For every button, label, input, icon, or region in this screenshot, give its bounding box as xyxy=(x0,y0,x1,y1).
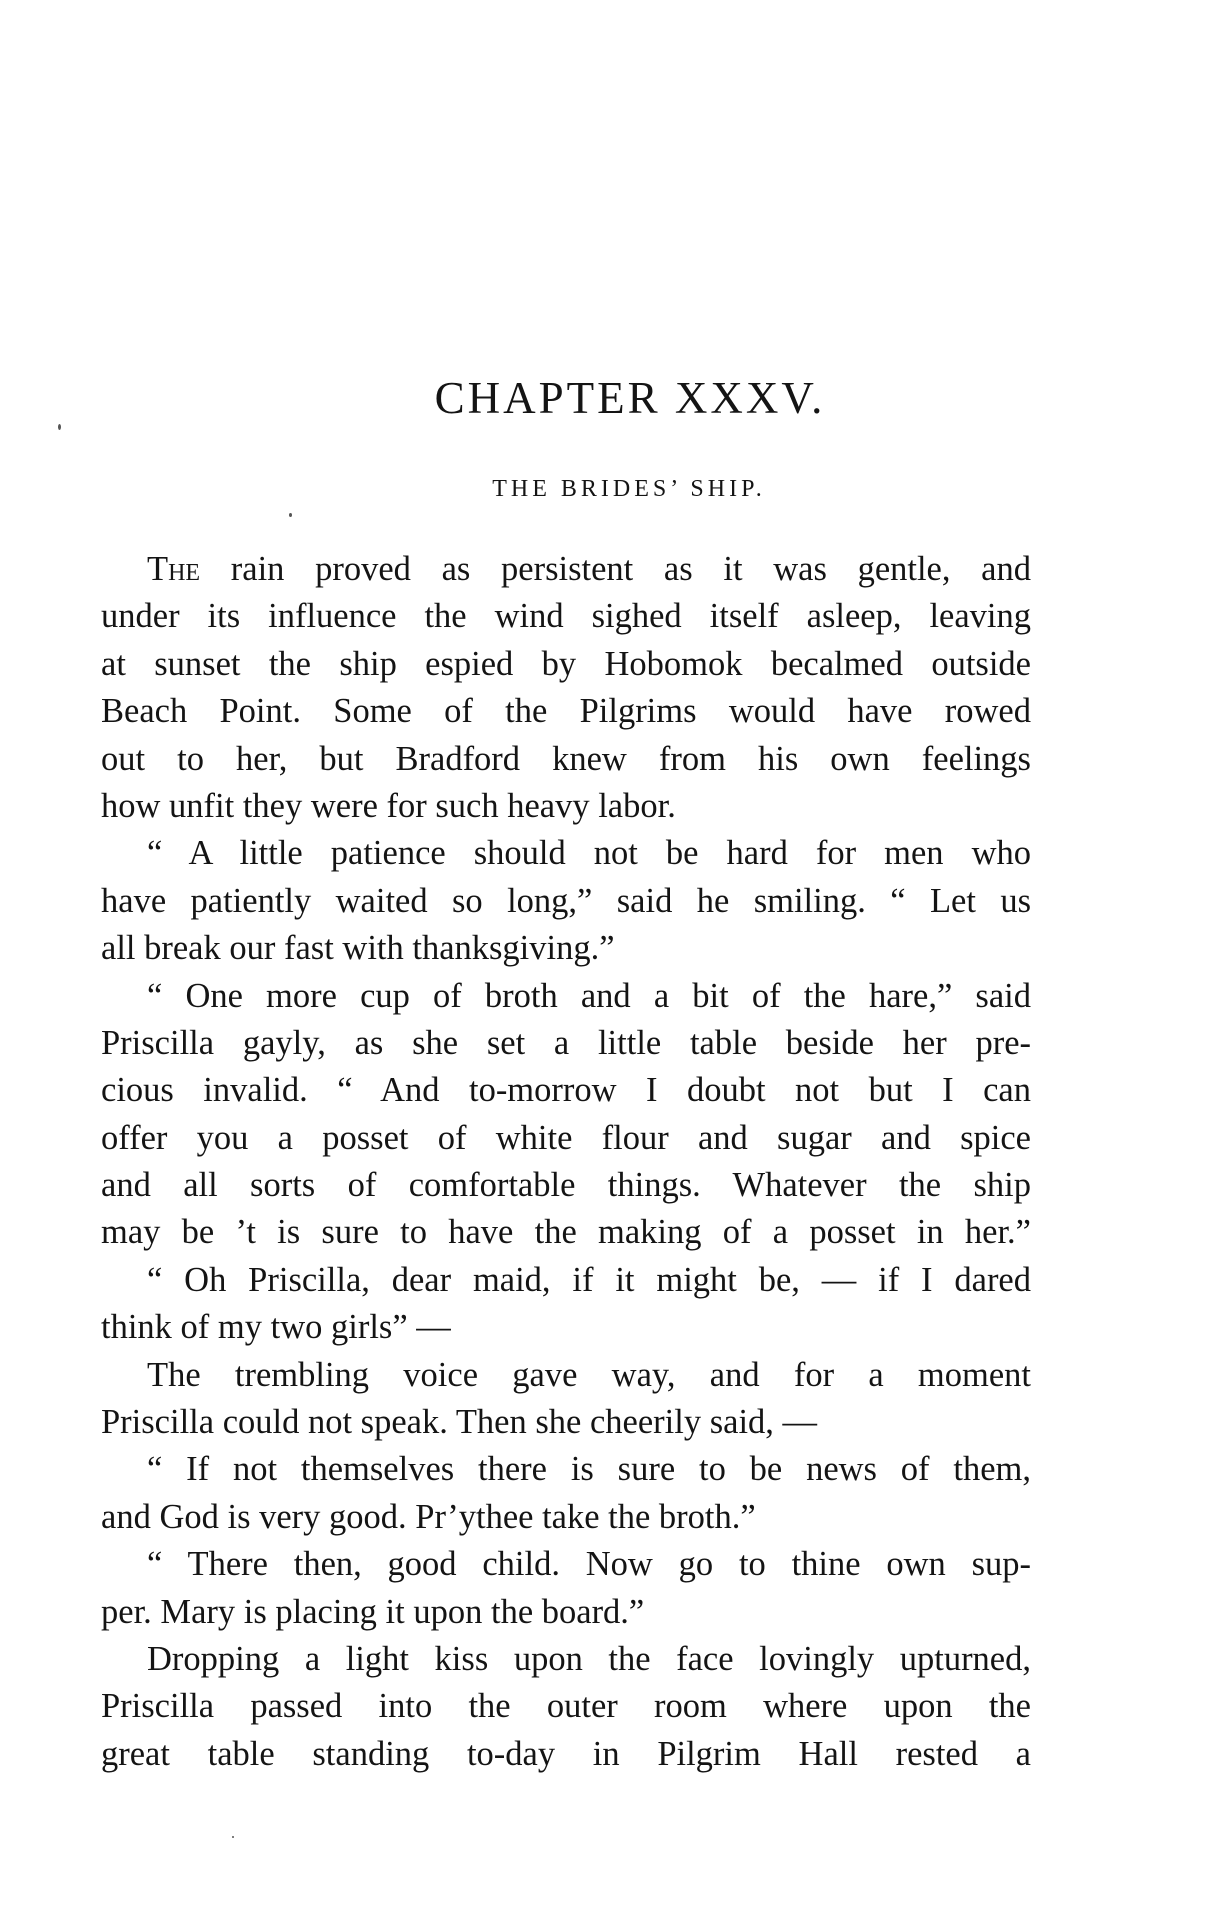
text-line: offer you a posset of white flour and sugar and spice xyxy=(101,1118,1031,1157)
chapter-heading: CHAPTER XXXV. xyxy=(434,373,826,423)
text-line: cious invalid. “ And to-morrow I doubt not but I can xyxy=(101,1071,1031,1110)
text-line: out to her, but Bradford knew from his own feelings xyxy=(101,739,1031,778)
text-line: “ A little patience should not be hard for men who xyxy=(147,834,1031,873)
print-speck xyxy=(232,1836,234,1838)
chapter-body xyxy=(101,546,1031,1778)
print-speck xyxy=(289,513,292,517)
text-line: have patiently waited so long,” said he smiling. “ Let us xyxy=(101,881,1031,920)
print-speck xyxy=(58,424,61,430)
text-line: great table standing to-day in Pilgrim Hall rested a xyxy=(101,1734,1031,1773)
small-caps-opening-word: The xyxy=(147,550,201,588)
text-line: The trembling voice gave way, and for a moment xyxy=(147,1355,1031,1394)
text-line: “ Oh Priscilla, dear maid, if it might be, — if I dared xyxy=(147,1260,1031,1299)
text-line: Priscilla could not speak. Then she cheerily said, — xyxy=(101,1403,818,1442)
text-line: “ One more cup of broth and a bit of the hare,” said xyxy=(147,976,1031,1015)
text-line: Priscilla gayly, as she set a little table beside her pre- xyxy=(101,1023,1031,1062)
chapter-subtitle: THE BRIDES’ SHIP. xyxy=(492,476,766,502)
text-line: Beach Point. Some of the Pilgrims would have rowed xyxy=(101,692,1031,731)
text-line: per. Mary is placing it upon the board.” xyxy=(101,1592,645,1631)
text-line: Dropping a light kiss upon the face lovingly upturned, xyxy=(147,1639,1031,1678)
text-line: “ If not themselves there is sure to be news of them, xyxy=(147,1450,1031,1489)
text-line: The rain proved as persistent as it was gentle, and xyxy=(147,550,1031,588)
text-line: Priscilla passed into the outer room where upon the xyxy=(101,1687,1031,1726)
text-line: and God is very good. Pr’ythee take the broth.” xyxy=(101,1497,756,1536)
text-line: think of my two girls” — xyxy=(101,1308,451,1347)
text-line: may be ’t is sure to have the making of a posset in her.” xyxy=(101,1213,1031,1252)
text-line: at sunset the ship espied by Hobomok becalmed outside xyxy=(101,644,1031,683)
text-line: under its influence the wind sighed itself asleep, leaving xyxy=(101,597,1031,636)
text-line: “ There then, good child. Now go to thine own sup- xyxy=(147,1545,1031,1584)
text-line: and all sorts of comfortable things. Whatever the ship xyxy=(101,1166,1031,1205)
text-line: all break our fast with thanksgiving.” xyxy=(101,929,615,968)
text-line: how unfit they were for such heavy labor. xyxy=(101,786,676,825)
